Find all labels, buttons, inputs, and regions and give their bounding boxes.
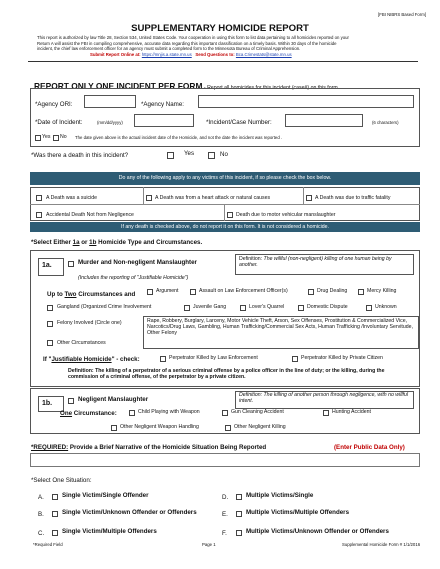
email-link[interactable]: Bca.Crimestats@state.mn.us: [235, 52, 292, 57]
characters-hint: (6 characters): [372, 120, 399, 125]
gangland-label: Gangland (Organized Crime Involvement: [57, 304, 152, 310]
lovers-label: Lover's Quarrel: [249, 304, 285, 310]
negligent-label: Negligent Manslaughter: [78, 396, 149, 403]
footer-page: Page 1: [202, 542, 216, 547]
accidental-label: Accidental Death Not from Negligence: [46, 212, 134, 218]
situation-c-label: Single Victim/Multiple Offenders: [62, 528, 157, 535]
death-yes-label: Yes: [184, 150, 195, 157]
heart-checkbox[interactable]: [146, 195, 152, 201]
situation-d-checkbox[interactable]: [236, 494, 242, 500]
situation-a-checkbox[interactable]: [52, 494, 58, 500]
assault-label: Assault on Law Enforcement Officer(s): [199, 288, 288, 294]
negligent-checkbox[interactable]: [68, 398, 74, 404]
date-note: The date given above is the actual incident date of the Homicide, and not the date the incident was reported .: [75, 135, 283, 140]
other-circ-checkbox[interactable]: [47, 340, 53, 346]
traffic-checkbox[interactable]: [306, 195, 312, 201]
situation-e-checkbox[interactable]: [236, 511, 242, 517]
required-heading: *REQUIRED: Provide a Brief Narrative of the Homicide Situation Being Reported: [31, 444, 267, 451]
traffic-label: A Death was due to traffic fatality: [315, 195, 391, 201]
other-handling-label: Other Negligent Weapon Handling: [120, 424, 199, 430]
page-title: SUPPLEMENTARY HOMICIDE REPORT: [131, 23, 309, 34]
argument-label: Argument: [156, 288, 179, 294]
perp-pc-checkbox[interactable]: [292, 356, 298, 362]
other-handling-checkbox[interactable]: [111, 425, 117, 431]
date-yes-label: Yes: [42, 134, 51, 140]
agency-ori-label: *Agency ORI:: [35, 101, 73, 108]
apply-divider-row: [30, 204, 420, 205]
circumstances-heading: Up to Two Circumstances and: [47, 291, 136, 298]
apply-divider-1: [143, 187, 144, 204]
perp-le-label: Perpetrator Killed by Law Enforcement: [169, 355, 258, 361]
death-no-checkbox[interactable]: [208, 152, 215, 159]
situation-a-letter: A.: [38, 494, 44, 501]
other-circ-label: Other Circumstances: [57, 340, 106, 346]
date-no-checkbox[interactable]: [53, 135, 59, 141]
death-question: *Was there a death in this incident?: [31, 152, 129, 159]
case-number-label: *Incident/Case Number:: [206, 119, 272, 126]
date-yes-checkbox[interactable]: [35, 135, 41, 141]
child-weapon-checkbox[interactable]: [129, 410, 135, 416]
situation-f-letter: F.: [222, 530, 227, 537]
assault-checkbox[interactable]: [190, 289, 196, 295]
argument-checkbox[interactable]: [147, 289, 153, 295]
accidental-checkbox[interactable]: [36, 212, 42, 218]
other-killing-label: Other Negligent Killing: [234, 424, 286, 430]
death-no-label: No: [220, 151, 228, 158]
form-tag: [FBI NIBRS Based Form]: [378, 12, 427, 17]
situation-c-checkbox[interactable]: [52, 530, 58, 536]
child-weapon-label: Child Playing with Weapon: [138, 409, 200, 415]
situation-d-label: Multiple Victims/Single: [246, 492, 314, 499]
situation-f-checkbox[interactable]: [236, 530, 242, 536]
hunting-checkbox[interactable]: [323, 410, 329, 416]
definition-1b: Definition: The killing of another person through negligence, with no willful intent.: [239, 392, 408, 405]
submit-link[interactable]: https://mnjis.a.state.mn.us: [141, 52, 192, 57]
situation-b-letter: B.: [38, 511, 44, 518]
gun-cleaning-label: Gun Cleaning Accident: [231, 409, 284, 415]
narrative-input[interactable]: [30, 453, 420, 467]
suicide-checkbox[interactable]: [36, 195, 42, 201]
domestic-label: Domestic Dispute: [307, 304, 348, 310]
felony-label: Felony Involved (Circle one): [57, 320, 122, 326]
apply-divider-3: [224, 204, 225, 221]
death-yes-checkbox[interactable]: [167, 152, 174, 159]
situation-d-letter: D.: [222, 494, 229, 501]
domestic-checkbox[interactable]: [298, 305, 304, 311]
case-number-input[interactable]: [285, 114, 363, 127]
tag-1b: 1b.: [42, 400, 53, 407]
agency-ori-input[interactable]: [84, 95, 136, 108]
definition-justifiable: Definition: The killing of a perpetrator of a serious criminal offense by a police officer in the line of duty; or the killing, during the commission of a criminal offense, of the perpetrator by a private citizen.: [68, 368, 385, 381]
intro-line-2: Return A will assist the FBI in compiling comprehensive, accurate data regarding this important classification on a timely basis. Within 30 days of the homicide: [37, 40, 337, 46]
situation-b-checkbox[interactable]: [52, 511, 58, 517]
intro-line-1: This report is authorized by law Title 28, Section 534, United States Code. Your cooperation in using this form to list data pertaining to all homicides reported on your: [37, 35, 349, 40]
situation-c-letter: C.: [38, 530, 45, 537]
date-label: *Date of Incident:: [35, 119, 83, 126]
felony-checkbox[interactable]: [47, 321, 53, 327]
situation-b-label: Single Victim/Unknown Offender or Offenders: [62, 509, 197, 516]
select-type-heading: *Select Either 1a or 1b Homicide Type and Circumstances.: [31, 239, 203, 246]
mercy-checkbox[interactable]: [358, 289, 364, 295]
apply-band: Do any of the following apply to any victims of this incident, if so please check the box below.: [30, 172, 420, 185]
agency-name-label: *Agency Name:: [141, 101, 184, 108]
mercy-label: Mercy Killing: [367, 288, 397, 294]
definition-1a: Definition: The willful (non-negligent) killing of one human being by another.: [239, 256, 392, 269]
one-circumstance-heading: One Circumstance:: [60, 410, 117, 417]
public-data-note: (Enter Public Data Only): [334, 444, 405, 451]
tag-1a: 1a.: [42, 262, 52, 269]
apply-divider-2: [303, 187, 304, 204]
intro-line-3: incident, the chief law enforcement officer for an agency must submit a completed form to the Minnesota Bureau of Criminal Apprehension.: [37, 46, 301, 51]
footer-required: *Required Field: [33, 542, 63, 547]
gun-cleaning-checkbox[interactable]: [222, 410, 228, 416]
perp-le-checkbox[interactable]: [160, 356, 166, 362]
lovers-checkbox[interactable]: [240, 305, 246, 311]
murder-includes: (Includes the reporting of "Justifiable Homicide"): [78, 275, 189, 281]
gangland-checkbox[interactable]: [47, 305, 53, 311]
murder-label: Murder and Non-negligent Manslaughter: [78, 259, 197, 266]
divider: [28, 61, 418, 62]
date-input[interactable]: [134, 114, 194, 127]
motor-label: Death due to motor vehicular manslaughter: [236, 212, 336, 218]
motor-checkbox[interactable]: [227, 212, 233, 218]
situation-f-label: Multiple Victims/Unknown Offender or Offenders: [246, 528, 389, 535]
situation-e-label: Multiple Victims/Multiple Offenders: [246, 509, 350, 516]
footer-form-id: Supplemental Homicide Form # 1/1/2016: [342, 542, 421, 547]
juvenile-checkbox[interactable]: [184, 305, 190, 311]
perp-pc-label: Perpetrator Killed by Private Citizen: [301, 355, 383, 361]
submit-line: Submit Report Online at: https://mnjis.a.state.mn.us Send Questions to: Bca.Crimestats@state.mn.us: [90, 52, 292, 57]
other-killing-checkbox[interactable]: [225, 425, 231, 431]
suicide-label: A Death was a suicide: [46, 195, 98, 201]
murder-checkbox[interactable]: [68, 261, 74, 267]
heart-label: A Death was from a heart attack or natural causes: [155, 195, 271, 201]
unknown-label: Unknown: [375, 304, 397, 310]
hunting-label: Hunting Accident: [332, 409, 371, 415]
situation-a-label: Single Victim/Single Offender: [62, 492, 149, 499]
justifiable-heading: If "Justifiable Homicide" - check:: [43, 356, 140, 363]
date-no-label: No: [60, 134, 67, 140]
apply-warning: If any death is checked above, do not report it on this form. It is not considered a homicide.: [30, 222, 420, 232]
drug-dealing-checkbox[interactable]: [308, 289, 314, 295]
drug-dealing-label: Drug Dealing: [317, 288, 348, 294]
felony-list: Rape, Robbery, Burglary, Larceny, Motor Vehicle Theft, Arson, Sex Offenses, Prostitution & Commercialized Vice, Narcotics/Drug Laws, Gambling, Human Trafficking/Commercial Sex Acts, Human Trafficking /Involuntary Servitude, Other Felony: [147, 318, 413, 337]
juvenile-label: Juvenile Gang: [193, 304, 227, 310]
agency-name-input[interactable]: [198, 95, 414, 108]
one-incident-heading: REPORT ONLY ONE INCIDENT PER FORM - Report all homicides for this incident (case#) on this form.: [34, 81, 340, 91]
situation-heading: *Select One Situation:: [31, 477, 92, 484]
situation-e-letter: E.: [222, 511, 228, 518]
date-format: (mm/dd/yyyy): [97, 120, 123, 125]
unknown-checkbox[interactable]: [366, 305, 372, 311]
